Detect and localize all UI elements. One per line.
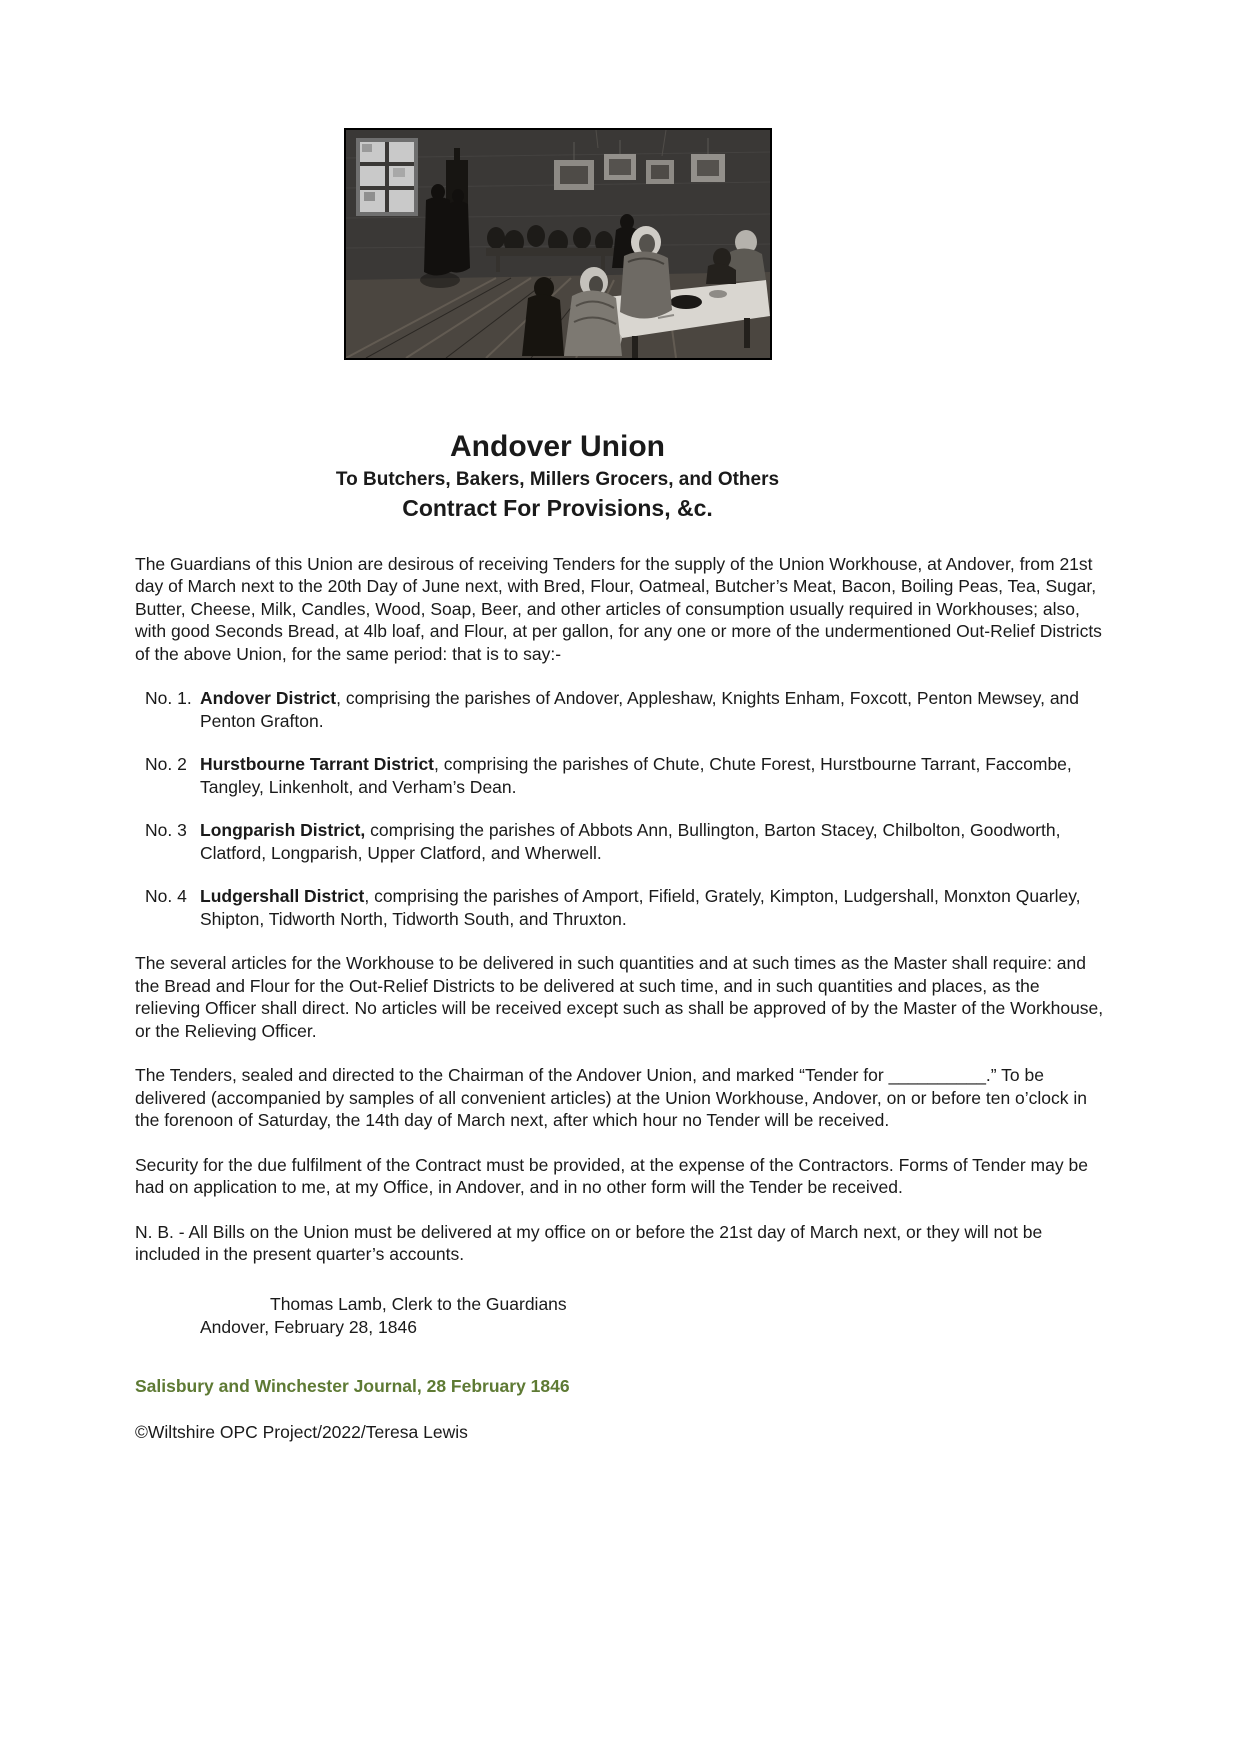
district-name: Hurstbourne Tarrant District — [200, 754, 435, 775]
intro-paragraph: The Guardians of this Union are desirous of receiving Tenders for the supply of the Union Workhouse, at Andover, from 21st day of March next to the 20th Day of June next, with Bred, Flour, Oatmeal, Butcher’s Meat, Bacon, Boiling Peas, Tea, Sugar, Butter, Cheese, Milk, Candles, Wood, Soap, Beer, and other articles of consumption usually required in Workhouses; also, with good Seconds Bread, at 4lb loaf, and Flour, at per gallon, for any one or more of the undermentioned Out-Relief Districts of the above Union, for the same period: that is to say:- — [135, 553, 1102, 664]
district-item-2 — [145, 753, 1105, 798]
tenders-paragraph: The Tenders, sealed and directed to the Chairman of the Andover Union, and marked “Tender for __________.” To be delivered (accompanied by samples of all convenient articles) at the Union Workhouse, Andover, on or before ten o’clock in the forenoon of Saturday, the 14th day of March next, after which hour no Tender will be received. — [135, 1065, 1088, 1131]
security-paragraph: Security for the due fulfilment of the Contract must be provided, at the expense of the Contractors. Forms of Tender may be had on application to me, at my Office, in Andover, and in no other form will the Tender be received. — [135, 1154, 1088, 1198]
page-title: Andover Union — [450, 430, 665, 463]
district-number: No. 2 — [145, 754, 187, 775]
delivery-paragraph: The several articles for the Workhouse to be delivered in such quantities and at such times as the Master shall require: and the Bread and Flour for the Out-Relief Districts to be delivered at such time, and in such quantities and places, as the relieving Officer shall direct. No articles will be received except such as shall be approved of by the Master of the Workhouse, or the Relieving Officer. — [135, 953, 1104, 1041]
district-parishes: , comprising the parishes of Chute, Chute Forest, Hurstbourne Tarrant, Faccombe, Tangley, Linkenholt, and Verham’s Dean. — [200, 754, 1072, 797]
district-item-3 — [145, 819, 1105, 864]
page-subtitle-contract: Contract For Provisions, &c. — [402, 495, 713, 522]
district-item-4 — [145, 885, 1105, 930]
district-list — [135, 687, 1105, 930]
copyright-notice: ©Wiltshire OPC Project/2022/Teresa Lewis — [135, 1422, 468, 1443]
page-subtitle: To Butchers, Bakers, Millers Grocers, and Others — [335, 468, 780, 490]
signature-block — [135, 1293, 1105, 1339]
district-item-1 — [145, 687, 1105, 732]
source-citation: Salisbury and Winchester Journal, 28 February 1846 — [135, 1375, 570, 1396]
district-name: Ludgershall District — [200, 886, 365, 907]
district-name: Longparish District, — [200, 820, 366, 841]
district-number: No. 4 — [145, 886, 187, 907]
district-number: No. 3 — [145, 820, 187, 841]
district-number: No. 1. — [145, 688, 192, 709]
workhouse-engraving — [344, 128, 772, 360]
signature-clerk: Thomas Lamb, Clerk to the Guardians — [270, 1293, 567, 1314]
district-parishes: comprising the parishes of Abbots Ann, Bullington, Barton Stacey, Chilbolton, Goodworth, Clatford, Longparish, Upper Clatford, and Wherwell. — [200, 820, 1061, 863]
district-parishes: , comprising the parishes of Amport, Fifield, Grately, Kimpton, Ludgershall, Monxton Quarley, Shipton, Tidworth North, Tidworth South, and Thruxton. — [200, 886, 1081, 929]
district-name: Andover District — [200, 688, 337, 709]
district-parishes: , comprising the parishes of Andover, Appleshaw, Knights Enham, Foxcott, Penton Mewsey, and Penton Grafton. — [200, 688, 1080, 731]
nb-paragraph: N. B. - All Bills on the Union must be delivered at my office on or before the 21st day of March next, or they will not be included in the present quarter’s accounts. — [135, 1221, 1043, 1265]
signature-place-date: Andover, February 28, 1846 — [200, 1317, 417, 1338]
workhouse-engraving-image — [344, 128, 772, 360]
